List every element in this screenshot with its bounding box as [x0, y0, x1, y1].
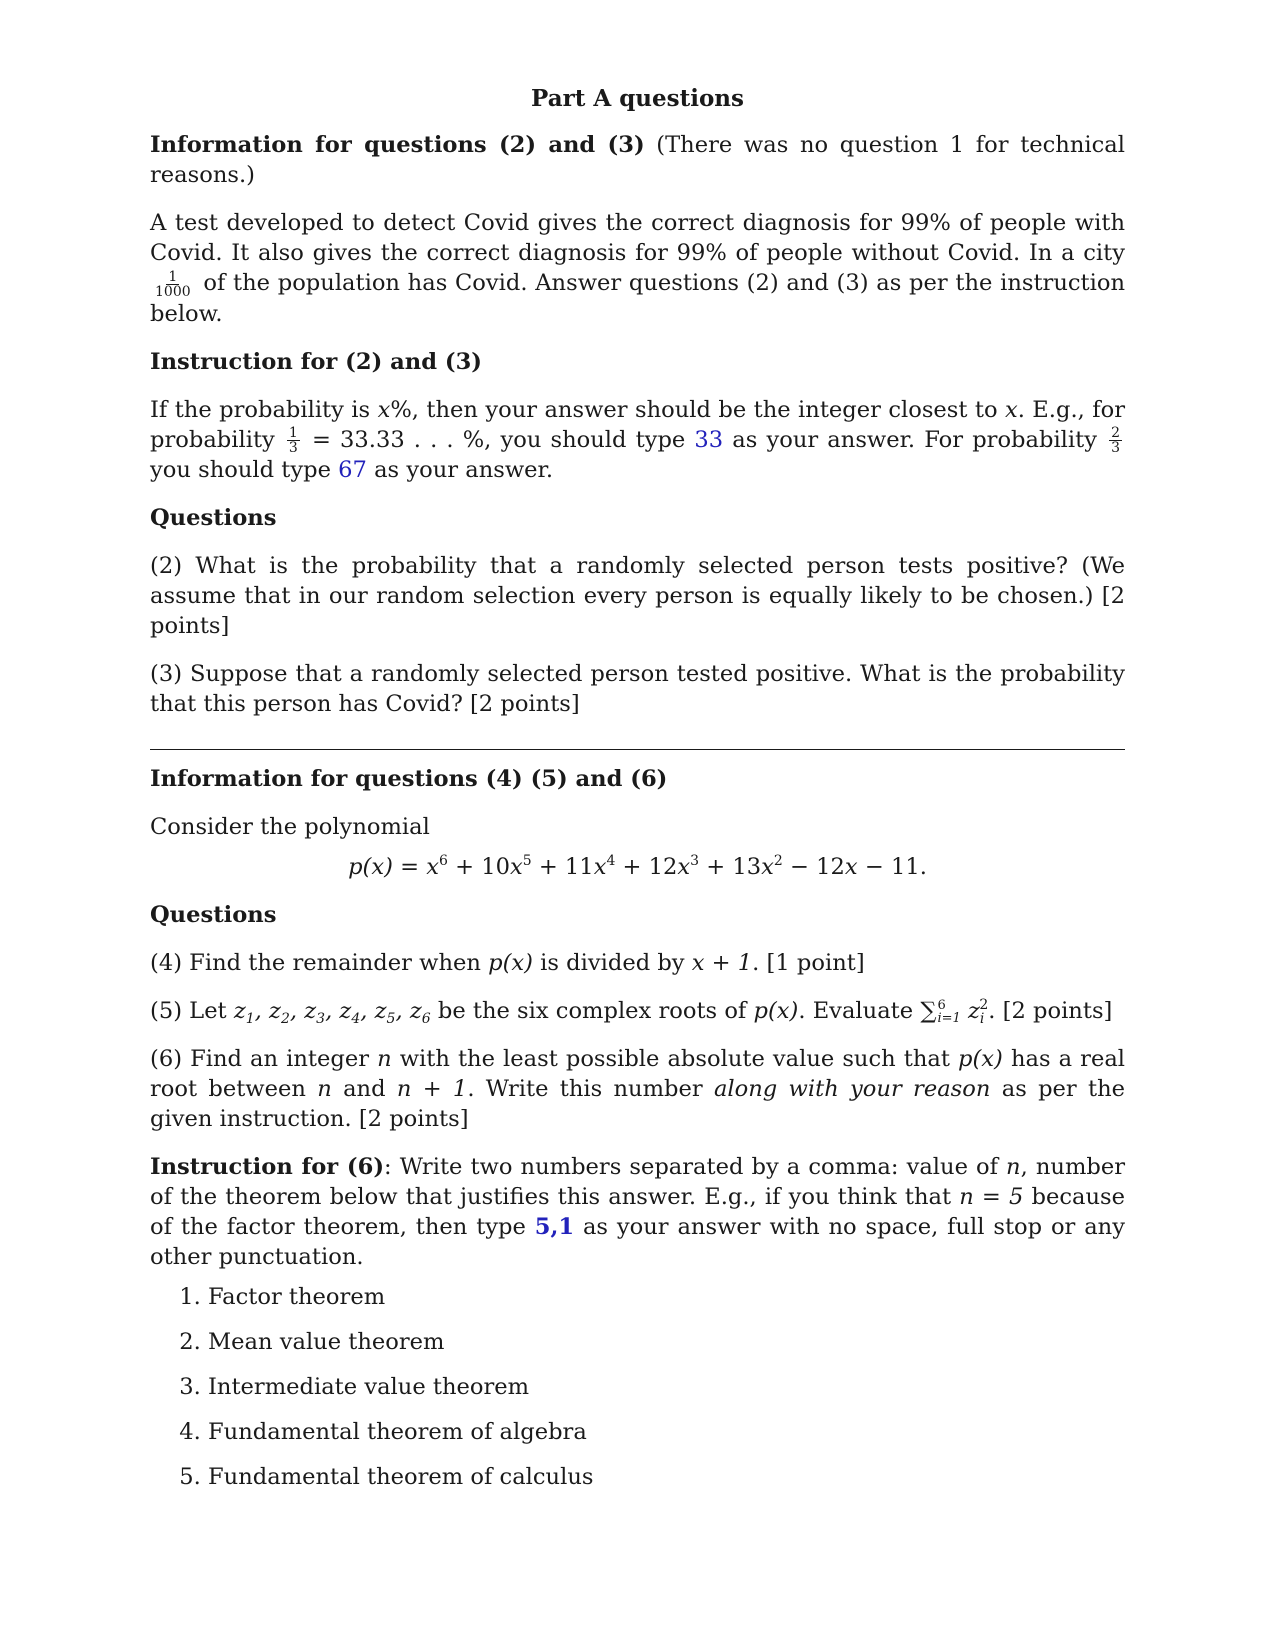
- instr6-text: , number of the theorem below that justifies this answer. E.g., if you think that: [150, 1154, 1126, 1210]
- instr6-text: : Write two numbers separated by a comma: value of: [384, 1154, 998, 1180]
- polynomial-equation: $p(x) = x^6 + 10x^5 + 11x^4 + 12x^3 + 13x^2 - 12x - 11$.: [348, 853, 927, 880]
- theorem-item: 3. Intermediate value theorem: [208, 1372, 1125, 1402]
- sum-lower: i=1: [937, 1011, 961, 1026]
- section-divider: [150, 749, 1125, 750]
- q4-text: . [1 point]: [752, 950, 865, 976]
- questions-heading: Questions: [150, 505, 277, 531]
- q6-text: has a real root between: [150, 1046, 1126, 1102]
- var-x: x: [1004, 396, 1018, 423]
- q4-text: is divided by: [540, 950, 685, 976]
- instr6-text: as your answer with no space, full stop or any other punctuation.: [150, 1214, 1125, 1270]
- fraction-denominator: 3: [1111, 440, 1121, 456]
- q5-text: (5) Let: [150, 998, 227, 1024]
- instruction-6-heading: Instruction for (6): [150, 1154, 385, 1180]
- x-plus-one: x + 1: [691, 950, 753, 976]
- q6-text: as per the given instruction. [2 points]: [150, 1076, 1126, 1132]
- sum-upper: 6: [937, 998, 946, 1013]
- var-n: n: [1006, 1154, 1021, 1180]
- p-of-x: p(x): [753, 998, 799, 1024]
- instruction-6: [150, 1152, 1125, 1272]
- n-equals-5: n = 5: [959, 1184, 1024, 1210]
- info-2-3-note: (There was no question 1 for technical reasons.): [150, 132, 1125, 188]
- fraction-numerator: 1: [168, 268, 178, 285]
- fraction-numerator: 1: [288, 425, 298, 441]
- instr-text: you should type: [150, 457, 331, 483]
- fraction-one-third: [287, 426, 300, 455]
- fraction-two-thirds: [1109, 426, 1122, 455]
- fraction-numerator: 2: [1111, 425, 1121, 441]
- instr-text: = 33.33 . . . %, you should type: [311, 426, 686, 453]
- fraction-denominator: 3: [288, 440, 298, 456]
- q5-text: . [2 points]: [988, 998, 1113, 1024]
- theorem-item: 4. Fundamental theorem of algebra: [208, 1417, 1125, 1447]
- q6-text: with the least possible absolute value such that: [399, 1046, 950, 1072]
- fraction-one-thousandth: [153, 270, 193, 299]
- theorem-list: [150, 1282, 1125, 1492]
- question-4: [150, 948, 1125, 978]
- equation-lhs: p(x) = x: [348, 854, 439, 880]
- instr-text: %, then your answer should be the integer closest to: [390, 396, 998, 423]
- q5-text: be the six complex roots of: [437, 998, 747, 1024]
- info-2-3-body: [150, 208, 1125, 329]
- roots-list: $z_1$, $z_2$, $z_3$, $z_4$, $z_5$, $z_6$: [233, 998, 431, 1027]
- n-plus-one: n + 1: [396, 1076, 468, 1102]
- var-n: n: [377, 1046, 392, 1072]
- question-5: [150, 996, 1125, 1026]
- instr-text: If the probability is: [150, 396, 371, 423]
- q5-text: . Evaluate: [798, 998, 914, 1024]
- q4-text: (4) Find the remainder when: [150, 950, 481, 976]
- info-2-3-heading: Information for questions (2) and (3): [150, 132, 645, 158]
- emphasis-reason: along with your reason: [713, 1076, 991, 1102]
- question-3: (3) Suppose that a randomly selected person tested positive. What is the probability that this person has Covid? [2 points]: [150, 661, 1125, 717]
- instr6-text: because of the factor theorem, then type: [150, 1184, 1125, 1240]
- polynomial-intro: Consider the polynomial: [150, 814, 430, 840]
- info-4-5-6-heading: Information for questions (4) (5) and (6): [150, 766, 668, 792]
- instruction-2-3-heading: Instruction for (2) and (3): [150, 348, 482, 375]
- q6-text: . Write this number: [467, 1076, 703, 1102]
- instr-text: as your answer. For probability: [732, 426, 1097, 453]
- instr-text: as your answer.: [374, 457, 554, 483]
- document-page: [150, 84, 1125, 1507]
- q6-text: (6) Find an integer: [150, 1046, 369, 1072]
- questions-heading-2: Questions: [150, 902, 277, 928]
- example-answer-5-1: 5,1: [534, 1214, 575, 1240]
- question-2: (2) What is the probability that a randomly selected person tests positive? (We assume that in our random selection every person is equally likely to be chosen.) [2 points]: [150, 553, 1125, 639]
- instruction-2-3-body: [150, 395, 1125, 486]
- instr-text: . E.g., for probability: [150, 396, 1125, 453]
- sum-expression: ∑ 6 i=1 $z_i^2$: [920, 997, 989, 1027]
- var-n: n: [317, 1076, 332, 1102]
- question-6: [150, 1044, 1125, 1134]
- q6-text: and: [343, 1076, 386, 1102]
- var-x: x: [377, 396, 391, 423]
- theorem-item: 1. Factor theorem: [208, 1282, 1125, 1312]
- theorem-item: 5. Fundamental theorem of calculus: [208, 1462, 1125, 1492]
- example-answer-33: 33: [694, 426, 724, 453]
- theorem-item: 2. Mean value theorem: [208, 1327, 1125, 1357]
- p-of-x: p(x): [958, 1046, 1003, 1072]
- page-title: Part A questions: [531, 85, 744, 112]
- fraction-denominator: 1000: [155, 283, 191, 300]
- example-answer-67: 67: [338, 457, 367, 483]
- info-2-3-body-part1: A test developed to detect Covid gives the correct diagnosis for 99% of people with Covid. It also gives the correct diagnosis for 99% of people without Covid. In a city: [150, 210, 1125, 266]
- p-of-x: p(x): [488, 950, 533, 976]
- info-2-3-heading-line: [150, 130, 1125, 190]
- equation-period: .: [919, 854, 927, 880]
- info-2-3-body-part2: of the population has Covid. Answer questions (2) and (3) as per the instruction below.: [150, 270, 1126, 327]
